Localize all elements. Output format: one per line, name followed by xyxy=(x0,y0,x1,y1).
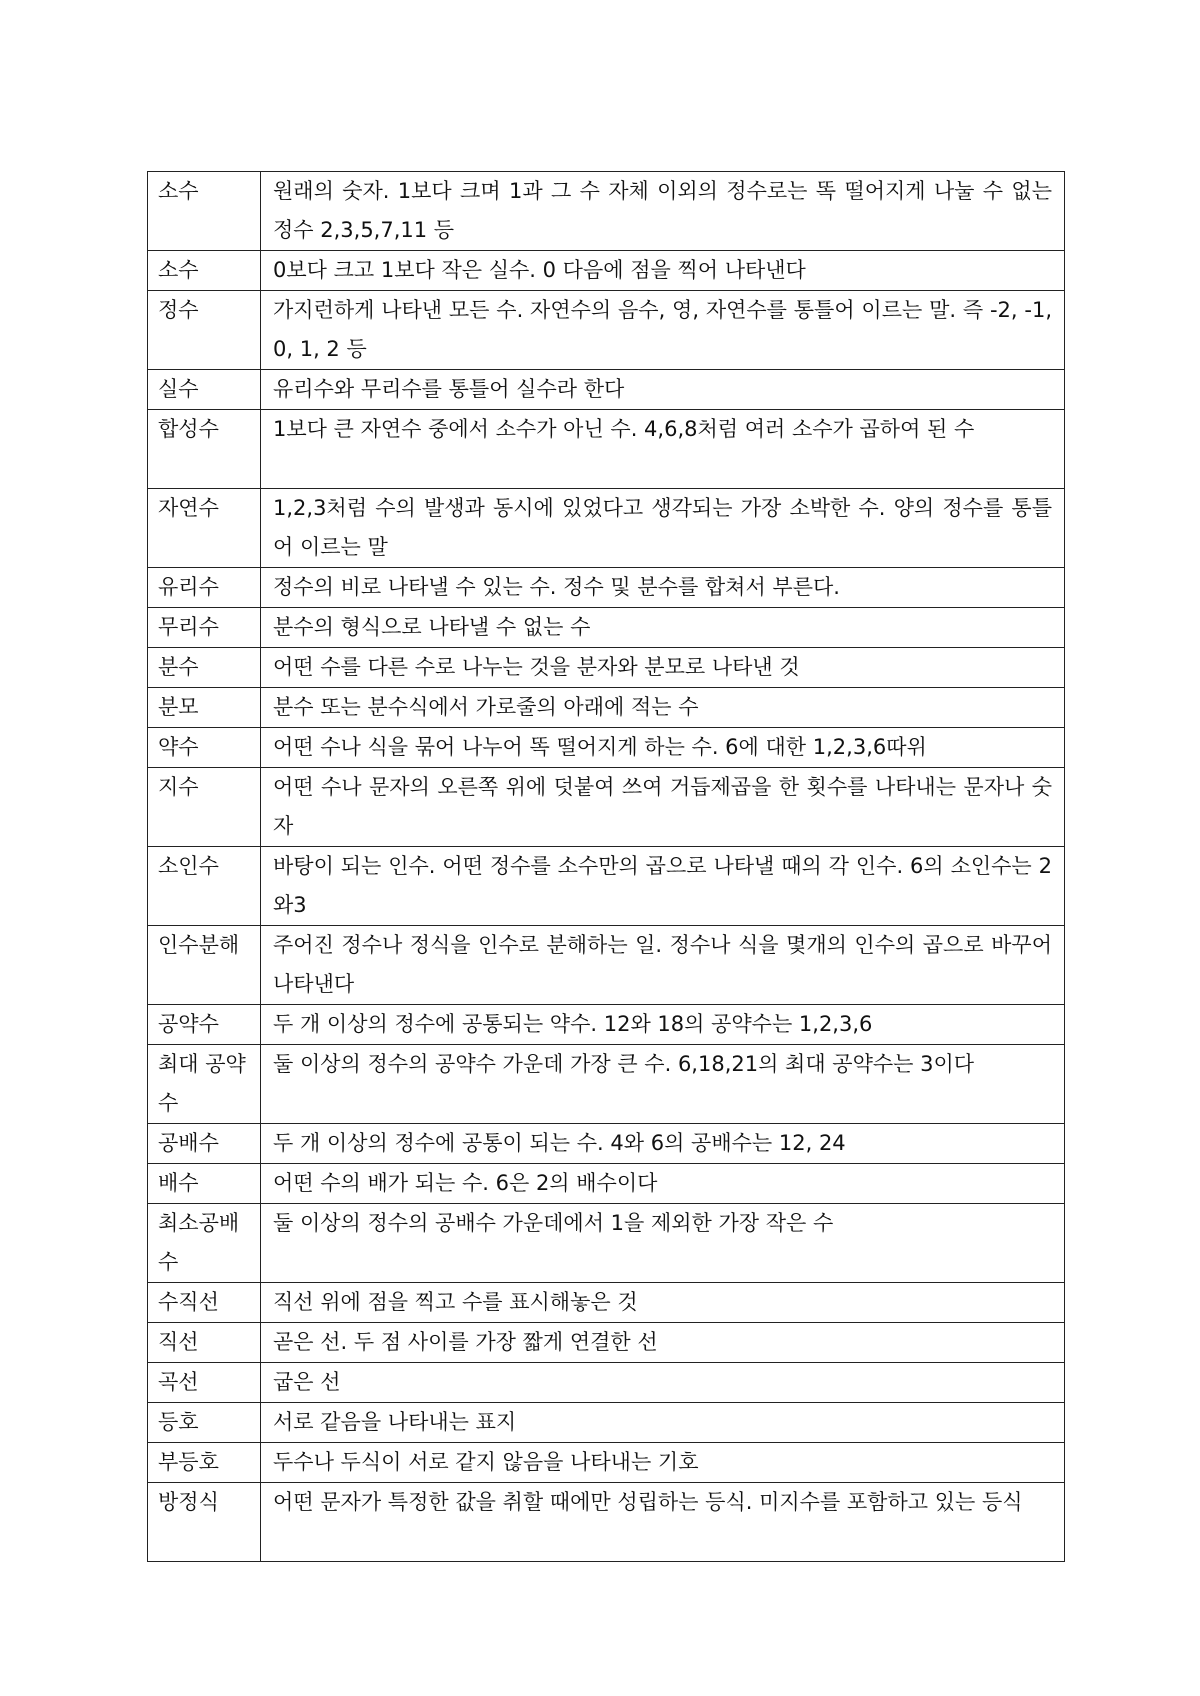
glossary-definition: 두 개 이상의 정수에 공통이 되는 수. 4와 6의 공배수는 12, 24 xyxy=(261,1124,1065,1164)
glossary-table-body xyxy=(148,172,1065,1562)
glossary-term: 합성수 xyxy=(148,410,261,489)
glossary-row xyxy=(148,1164,1065,1204)
glossary-definition: 어떤 수나 식을 묶어 나누어 똑 떨어지게 하는 수. 6에 대한 1,2,3,6따위 xyxy=(261,728,1065,768)
glossary-row xyxy=(148,1363,1065,1403)
glossary-term: 등호 xyxy=(148,1403,261,1443)
glossary-term: 공배수 xyxy=(148,1124,261,1164)
glossary-definition: 두 개 이상의 정수에 공통되는 약수. 12와 18의 공약수는 1,2,3,6 xyxy=(261,1005,1065,1045)
glossary-row xyxy=(148,688,1065,728)
glossary-term: 인수분해 xyxy=(148,926,261,1005)
glossary-row xyxy=(148,410,1065,489)
glossary-row xyxy=(148,568,1065,608)
glossary-term: 지수 xyxy=(148,768,261,847)
glossary-definition: 직선 위에 점을 찍고 수를 표시해놓은 것 xyxy=(261,1283,1065,1323)
glossary-row xyxy=(148,847,1065,926)
glossary-row xyxy=(148,1204,1065,1283)
glossary-row xyxy=(148,1483,1065,1562)
glossary-definition: 어떤 수의 배가 되는 수. 6은 2의 배수이다 xyxy=(261,1164,1065,1204)
glossary-definition: 어떤 수를 다른 수로 나누는 것을 분자와 분모로 나타낸 것 xyxy=(261,648,1065,688)
glossary-term: 실수 xyxy=(148,370,261,410)
glossary-term: 자연수 xyxy=(148,489,261,568)
glossary-row xyxy=(148,648,1065,688)
glossary-definition: 유리수와 무리수를 통틀어 실수라 한다 xyxy=(261,370,1065,410)
glossary-row xyxy=(148,728,1065,768)
glossary-row xyxy=(148,291,1065,370)
glossary-definition: 1보다 큰 자연수 중에서 소수가 아닌 수. 4,6,8처럼 여러 소수가 곱하여 된 수 xyxy=(261,410,1065,489)
glossary-row xyxy=(148,251,1065,291)
glossary-term: 부등호 xyxy=(148,1443,261,1483)
glossary-row xyxy=(148,926,1065,1005)
glossary-row xyxy=(148,1323,1065,1363)
glossary-definition: 굽은 선 xyxy=(261,1363,1065,1403)
glossary-term: 소수 xyxy=(148,172,261,251)
glossary-definition: 주어진 정수나 정식을 인수로 분해하는 일. 정수나 식을 몇개의 인수의 곱으로 바꾸어 나타낸다 xyxy=(261,926,1065,1005)
glossary-definition: 바탕이 되는 인수. 어떤 정수를 소수만의 곱으로 나타낼 때의 각 인수. 6의 소인수는 2와3 xyxy=(261,847,1065,926)
glossary-term: 배수 xyxy=(148,1164,261,1204)
glossary-row xyxy=(148,768,1065,847)
glossary-definition: 원래의 숫자. 1보다 크며 1과 그 수 자체 이외의 정수로는 똑 떨어지게 나눌 수 없는 정수 2,3,5,7,11 등 xyxy=(261,172,1065,251)
glossary-term: 소수 xyxy=(148,251,261,291)
glossary-definition: 정수의 비로 나타낼 수 있는 수. 정수 및 분수를 합쳐서 부른다. xyxy=(261,568,1065,608)
glossary-term: 직선 xyxy=(148,1323,261,1363)
glossary-term: 분수 xyxy=(148,648,261,688)
glossary-term: 방정식 xyxy=(148,1483,261,1562)
glossary-definition: 두수나 두식이 서로 같지 않음을 나타내는 기호 xyxy=(261,1443,1065,1483)
glossary-term: 공약수 xyxy=(148,1005,261,1045)
glossary-definition: 가지런하게 나타낸 모든 수. 자연수의 음수, 영, 자연수를 통틀어 이르는 말. 즉 -2, -1, 0, 1, 2 등 xyxy=(261,291,1065,370)
glossary-term: 무리수 xyxy=(148,608,261,648)
glossary-term: 약수 xyxy=(148,728,261,768)
glossary-definition: 1,2,3처럼 수의 발생과 동시에 있었다고 생각되는 가장 소박한 수. 양의 정수를 통틀어 이르는 말 xyxy=(261,489,1065,568)
glossary-term: 유리수 xyxy=(148,568,261,608)
glossary-definition: 서로 같음을 나타내는 표지 xyxy=(261,1403,1065,1443)
glossary-row xyxy=(148,1045,1065,1124)
glossary-term: 분모 xyxy=(148,688,261,728)
glossary-definition: 0보다 크고 1보다 작은 실수. 0 다음에 점을 찍어 나타낸다 xyxy=(261,251,1065,291)
glossary-row xyxy=(148,370,1065,410)
math-glossary-table xyxy=(147,171,1065,1562)
glossary-definition: 둘 이상의 정수의 공약수 가운데 가장 큰 수. 6,18,21의 최대 공약수는 3이다 xyxy=(261,1045,1065,1124)
glossary-term: 곡선 xyxy=(148,1363,261,1403)
glossary-row xyxy=(148,1124,1065,1164)
glossary-term: 최대 공약수 xyxy=(148,1045,261,1124)
glossary-definition: 둘 이상의 정수의 공배수 가운데에서 1을 제외한 가장 작은 수 xyxy=(261,1204,1065,1283)
glossary-row xyxy=(148,172,1065,251)
glossary-definition: 분수 또는 분수식에서 가로줄의 아래에 적는 수 xyxy=(261,688,1065,728)
glossary-row xyxy=(148,1005,1065,1045)
glossary-definition: 분수의 형식으로 나타낼 수 없는 수 xyxy=(261,608,1065,648)
glossary-row xyxy=(148,1283,1065,1323)
glossary-definition: 어떤 수나 문자의 오른쪽 위에 덧붙여 쓰여 거듭제곱을 한 횟수를 나타내는 문자나 숫자 xyxy=(261,768,1065,847)
glossary-row xyxy=(148,1443,1065,1483)
glossary-row xyxy=(148,489,1065,568)
glossary-definition: 곧은 선. 두 점 사이를 가장 짧게 연결한 선 xyxy=(261,1323,1065,1363)
glossary-term: 정수 xyxy=(148,291,261,370)
glossary-definition: 어떤 문자가 특정한 값을 취할 때에만 성립하는 등식. 미지수를 포함하고 있는 등식 xyxy=(261,1483,1065,1562)
glossary-term: 최소공배수 xyxy=(148,1204,261,1283)
glossary-term: 소인수 xyxy=(148,847,261,926)
glossary-term: 수직선 xyxy=(148,1283,261,1323)
glossary-row xyxy=(148,608,1065,648)
glossary-row xyxy=(148,1403,1065,1443)
